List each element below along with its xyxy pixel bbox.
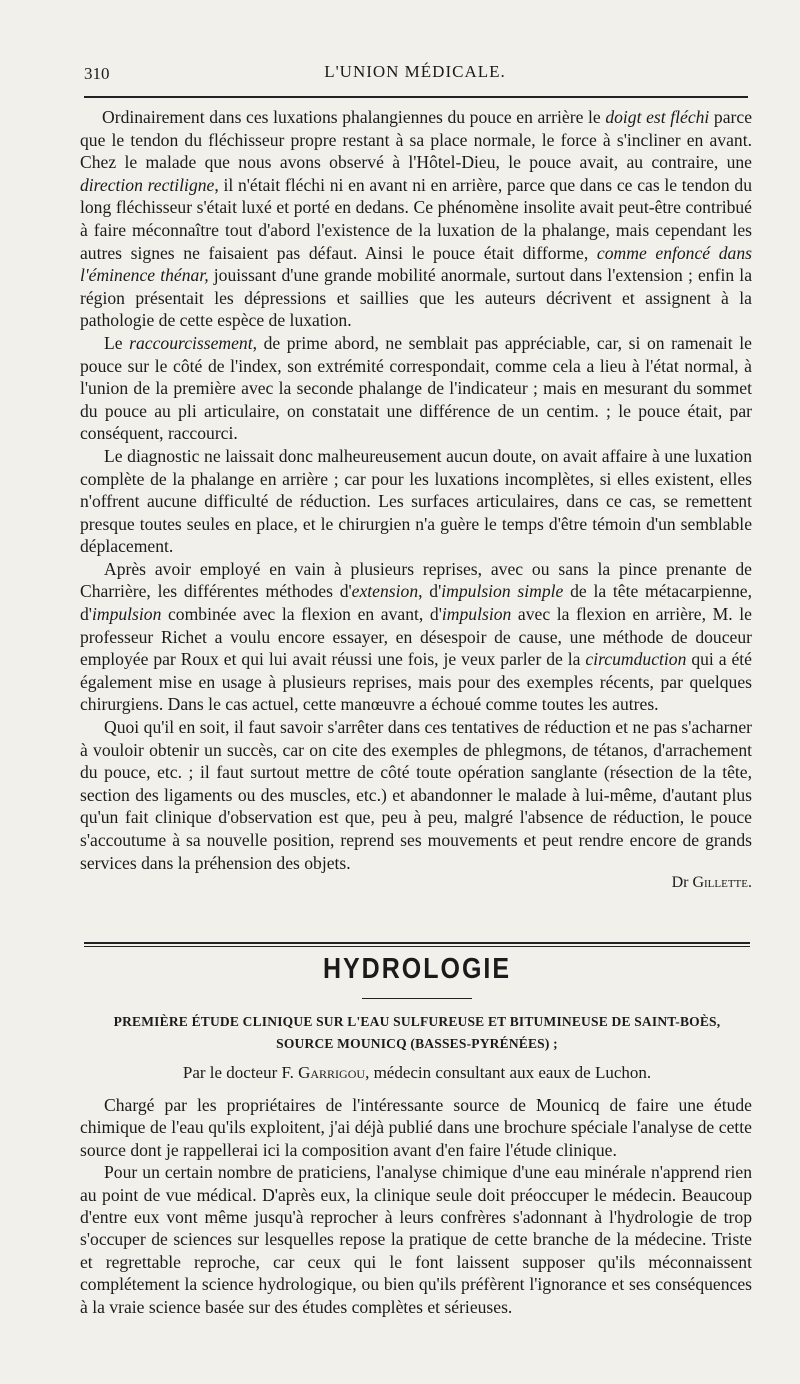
running-head: L'UNION MÉDICALE. xyxy=(324,62,506,81)
paragraph: Chargé par les propriétaires de l'intéressante source de Mounicq de faire une étude chimique de l'eau qu'ils exploitent, j'ai déjà publié dans une brochure spéciale l'analyse de cette source dont je rappellerai ici la composition avant d'en faire l'étude clinique. xyxy=(80,1095,752,1160)
paragraph: Le raccourcissement, de prime abord, ne semblait pas appréciable, car, si on ramenait le pouce sur le côté de l'index, son extrémité correspondait, comme cela a lieu à l'état normal, à l'union de la première avec la seconde phalange de l'indicateur ; mais en mesurant du sommet du pouce au pli articulaire, on constatait une différence de un centim. ; le pouce était, par conséquent, raccourci. xyxy=(80,332,752,444)
paragraph: Pour un certain nombre de praticiens, l'analyse chimique d'une eau minérale n'apprend rien au point de vue médical. D'après eux, la clinique seule doit préoccuper le médecin. Beaucoup d'entre eux vont même jusqu'à reprocher à leurs confrères s'adonnant à l'hydrologie de trop s'occuper de sciences sur lesquelles repose la pratique de cette branche de la médecine. Triste et regrettable reproche, car ceux qui le font laissent supposer qu'ils méconnaissent complétement la science hydrologique, ou bien qu'ils préfèrent l'ignorance et ses conséquences à la vraie science basée sur des études complètes et sérieuses. xyxy=(80,1162,752,1317)
page-number: 310 xyxy=(84,64,110,83)
italic-phrase: direction rectiligne xyxy=(80,174,215,195)
signature-name: Gillette. xyxy=(692,874,752,892)
article-body-hydrologie xyxy=(80,1094,752,1318)
signature-prefix: Dr xyxy=(671,874,689,892)
italic-phrase: raccourcissement xyxy=(129,332,253,353)
title-rule xyxy=(362,998,472,999)
paragraph: Après avoir employé en vain à plusieurs reprises, avec ou sans la pince prenante de Charrière, les différentes méthodes d'extension, d'impulsion simple de la tête métacarpienne, d'impulsion combinée avec la flexion en avant, d'impulsion avec la flexion en arrière, M. le professeur Richet a voulu encore essayer, en désespoir de cause, une méthode de douceur employée par Roux et qui lui avait réussi une fois, je veux parler de la circumduction qui a été également mise en usage à plusieurs reprises, mais pour des exemples récents, par quelques chirurgiens. Dans le cas actuel, cette manœuvre a échoué comme toutes les autres. xyxy=(80,558,752,715)
byline-prefix: Par le docteur F. xyxy=(182,1063,299,1082)
italic-phrase: doigt est fléchi xyxy=(605,107,710,127)
italic-phrase: impulsion xyxy=(91,604,162,625)
italic-phrase: impulsion xyxy=(441,604,512,625)
byline-suffix: , médecin consultant aux eaux de Luchon. xyxy=(365,1063,652,1082)
italic-phrase: circumduction xyxy=(585,649,687,670)
article-title-line-1: PREMIÈRE ÉTUDE CLINIQUE SUR L'EAU SULFUREUSE ET BITUMINEUSE DE SAINT-BOÈS, xyxy=(113,1014,721,1029)
paragraph: Ordinairement dans ces luxations phalangiennes du pouce en arrière le doigt est fléchi parce que le tendon du fléchisseur propre restant à sa place normale, le force à s'incliner en avant. Chez le malade que nous avons observé à l'Hôtel-Dieu, le pouce avait, au contraire, une direction rectiligne, il n'était fléchi ni en avant ni en arrière, parce que dans ce cas le tendon du long fléchisseur s'était luxé et porté en dedans. Ce phénomène insolite avait peut-être contribué à faire méconnaître tout d'abord l'existence de la luxation de la phalange, mais cependant les autres signes ne faisaient pas défaut. Ainsi le pouce était difforme, comme enfoncé dans l'éminence thénar, jouissant d'une grande mobilité anormale, surtout dans l'extension ; enfin la région présentait les dépressions et saillies que les auteurs décrivent et assignent à la pathologie de cette espèce de luxation. xyxy=(80,107,753,331)
header-rule xyxy=(84,96,748,98)
article-title-line-2: SOURCE MOUNICQ (BASSES-PYRÉNÉES) ; xyxy=(276,1036,558,1051)
paragraph: Le diagnostic ne laissait donc malheureusement aucun doute, on avait affaire à une luxation complète de la phalange en arrière ; car pour les luxations incomplètes, si elles existent, elles n'offrent aucune difficulté de réduction. Les surfaces articulaires, dans ce cas, se remettent presque toutes seules en place, et le chirurgien n'a guère le temps d'être témoin d'un semblable déplacement. xyxy=(80,445,752,557)
section-double-rule xyxy=(84,942,750,947)
author-signature xyxy=(80,874,752,892)
byline xyxy=(84,1063,750,1083)
italic-phrase: impulsion simple xyxy=(441,581,564,602)
article-body-luxation xyxy=(80,106,752,892)
hydrologie-section xyxy=(84,942,750,1083)
italic-phrase: comme enfoncé dans l'éminence thénar, xyxy=(80,242,752,286)
article-title xyxy=(84,1011,750,1055)
section-title: HYDROLOGIE xyxy=(322,952,512,986)
byline-author: Garrigou xyxy=(298,1063,366,1082)
paragraph: Quoi qu'il en soit, il faut savoir s'arrêter dans ces tentatives de réduction et ne pas s'acharner à vouloir obtenir un succès, car on cite des exemples de phlegmons, de tétanos, d'arrachement du pouce, etc. ; il faut surtout mettre de côté toute opération sanglante (résection de la tête, section des ligaments ou des muscles, etc.) et abandonner le malade à lui-même, d'autant plus qu'un fait clinique d'observation est que, peu à peu, malgré l'absence de réduction, le pouce s'accoutume à sa nouvelle position, reprend ses mouvements et peut rendre encore de grands services dans la préhension des objets. xyxy=(80,717,752,873)
italic-phrase: extension xyxy=(351,581,419,602)
